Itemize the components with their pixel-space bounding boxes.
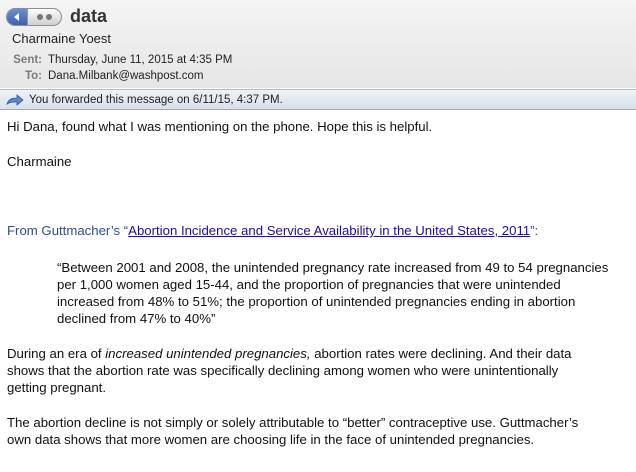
sent-label: Sent: [13,54,42,66]
sender-name[interactable]: Charmaine Yoest [12,31,112,46]
source-suffix: ”: [530,223,539,238]
title-row [6,6,107,27]
signature-text: Charmaine [7,154,72,169]
message-header [0,0,636,88]
paragraph-2-line-1: The abortion decline is not simply or solely attributable to “better” contraceptive use. Guttmacher’s [7,415,579,430]
message-subject: data [70,6,108,26]
paragraph-1-pre: During an era of [7,346,106,361]
more-options-button[interactable] [27,9,61,25]
paragraph-1-line-3: getting pregnant. [7,380,106,395]
dot-icon [46,14,52,20]
to-row [0,70,204,82]
quote-line-2: per 1,000 women aged 15-44, and the proportion of pregnancies that were unintended [57,277,561,292]
forward-arrow-icon [6,94,24,106]
quote-line-3: increased from 48% to 51%; the proportion of unintended pregnancies ending in abortion [57,294,576,309]
paragraph-2-line-2: own data shows that more women are choosing life in the face of unintended pregnancies. [7,432,535,447]
paragraph-1-emphasis: increased unintended pregnancies, [105,346,311,361]
source-line [7,222,538,240]
forward-notice-text: You forwarded this message on 6/11/15, 4:37 PM. [29,93,283,106]
source-link[interactable]: Abortion Incidence and Service Availability in the United States, 2011 [128,223,531,238]
quote-line-1: “Between 2001 and 2008, the unintended pregnancy rate increased from 49 to 54 pregnancies [57,260,609,275]
back-button[interactable] [7,9,27,25]
sent-row [0,54,232,66]
paragraph-1-line-2: shows that the abortion rate was specifically declining among women who were unintentionally [7,363,559,378]
source-prefix: From Guttmacher’s “ [7,223,129,238]
greeting-text: Hi Dana, found what I was mentioning on the phone. Hope this is helpful. [7,119,433,134]
quote-line-4: declined from 47% to 40%” [57,311,216,326]
forward-notice-bar [0,89,636,110]
paragraph-1-post: abortion rates were declining. And their data [310,346,572,361]
to-address[interactable]: Dana.Milbank@washpost.com [48,70,204,82]
dot-icon [37,14,43,20]
navigation-control[interactable] [6,8,62,26]
to-label: To: [24,70,42,82]
back-arrow-icon [12,12,22,22]
sent-value: Thursday, June 11, 2015 at 4:35 PM [48,54,233,66]
paragraph-1-line-1 [7,345,572,363]
